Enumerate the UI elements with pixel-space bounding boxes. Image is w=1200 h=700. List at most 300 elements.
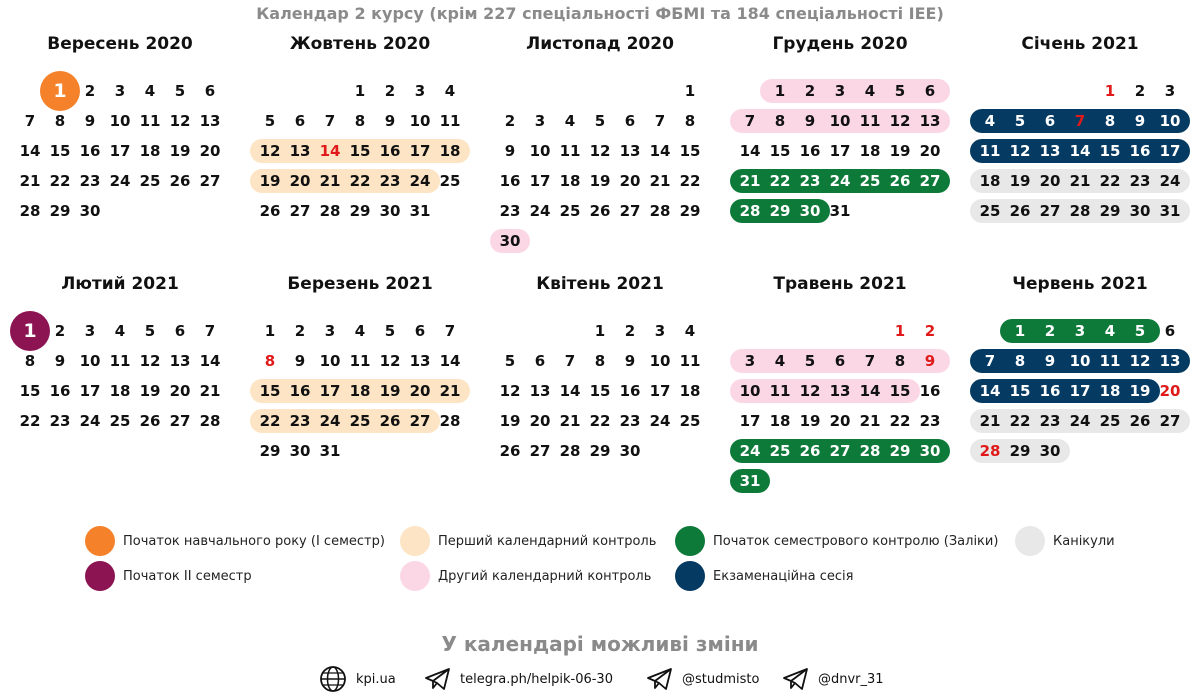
day-cell: 5 (384, 322, 396, 340)
day-cell: 22 (49, 172, 71, 190)
day-cell: 8 (354, 112, 366, 130)
day-cell: 18 (349, 382, 371, 400)
day-cell: 4 (114, 322, 126, 340)
day-cell: 4 (444, 82, 456, 100)
day-cell: 28 (649, 202, 671, 220)
day-cell: 1 (894, 322, 906, 340)
day-cell: 27 (919, 172, 941, 190)
day-cell: 26 (259, 202, 281, 220)
day-cell: 7 (744, 112, 756, 130)
day-cell: 8 (684, 112, 696, 130)
day-cell: 16 (1039, 382, 1061, 400)
day-cell: 15 (259, 382, 281, 400)
legend-item-start-sem2 (85, 561, 252, 591)
day-cell: 16 (79, 142, 101, 160)
month-title: Червень 2021 (1012, 274, 1148, 294)
day-cell: 12 (1129, 352, 1151, 370)
day-cell: 27 (1159, 412, 1181, 430)
day-cell: 16 (289, 382, 311, 400)
day-cell: 6 (294, 112, 306, 130)
day-cell: 5 (264, 112, 276, 130)
day-cell: 15 (49, 142, 71, 160)
globe-icon (318, 664, 348, 694)
day-cell: 5 (1134, 322, 1146, 340)
day-cell: 5 (504, 352, 516, 370)
day-cell: 8 (54, 112, 66, 130)
day-cell: 17 (529, 172, 551, 190)
day-cell: 31 (739, 472, 761, 490)
day-cell: 12 (1009, 142, 1031, 160)
day-cell: 26 (1009, 202, 1031, 220)
day-cell: 16 (1129, 142, 1151, 160)
day-cell: 18 (109, 382, 131, 400)
day-cell: 20 (1039, 172, 1061, 190)
day-cell: 10 (829, 112, 851, 130)
day-cell: 15 (1009, 382, 1031, 400)
day-cell: 29 (49, 202, 71, 220)
day-cell: 21 (439, 382, 461, 400)
day-cell: 15 (889, 382, 911, 400)
day-cell: 22 (1099, 172, 1121, 190)
day-cell: 3 (654, 322, 666, 340)
day-cell: 6 (174, 322, 186, 340)
day-cell: 20 (1159, 382, 1181, 400)
day-cell: 26 (799, 442, 821, 460)
telegram-icon (424, 666, 452, 692)
day-cell: 7 (564, 352, 576, 370)
day-cell: 29 (769, 202, 791, 220)
day-cell: 19 (1129, 382, 1151, 400)
month-title: Вересень 2020 (47, 34, 193, 54)
day-cell: 31 (319, 442, 341, 460)
day-cell: 7 (204, 322, 216, 340)
day-cell: 18 (139, 142, 161, 160)
day-cell: 2 (294, 322, 306, 340)
legend-swatch (400, 526, 430, 556)
day-cell: 29 (1009, 442, 1031, 460)
day-cell: 30 (1129, 202, 1151, 220)
day-cell: 28 (199, 412, 221, 430)
day-cell: 8 (1014, 352, 1026, 370)
day-cell: 16 (919, 382, 941, 400)
day-cell: 29 (679, 202, 701, 220)
day-cell: 8 (1104, 112, 1116, 130)
day-cell: 31 (409, 202, 431, 220)
day-cell: 4 (564, 112, 576, 130)
day-cell: 4 (144, 82, 156, 100)
day-cell: 4 (984, 112, 996, 130)
day-cell: 1 (594, 322, 606, 340)
day-cell: 15 (679, 142, 701, 160)
day-cell: 11 (859, 112, 881, 130)
legend-label: Канікули (1053, 533, 1115, 549)
day-cell: 8 (894, 352, 906, 370)
day-cell: 22 (769, 172, 791, 190)
day-cell: 9 (384, 112, 396, 130)
day-cell: 6 (414, 322, 426, 340)
day-cell: 26 (169, 172, 191, 190)
day-cell: 24 (829, 172, 851, 190)
day-cell: 10 (649, 352, 671, 370)
day-cell: 2 (84, 82, 96, 100)
day-cell: 12 (259, 142, 281, 160)
day-cell: 3 (114, 82, 126, 100)
day-cell: 17 (1069, 382, 1091, 400)
day-cell: 28 (979, 442, 1001, 460)
day-cell: 14 (739, 142, 761, 160)
day-cell: 9 (1134, 112, 1146, 130)
day-cell: 16 (799, 142, 821, 160)
day-cell: 12 (169, 112, 191, 130)
day-cell: 21 (649, 172, 671, 190)
day-cell: 15 (769, 142, 791, 160)
day-cell: 17 (319, 382, 341, 400)
day-cell: 8 (24, 352, 36, 370)
day-cell: 11 (139, 112, 161, 130)
day-cell: 23 (619, 412, 641, 430)
day-cell: 25 (439, 172, 461, 190)
day-cell: 17 (79, 382, 101, 400)
day-cell: 20 (529, 412, 551, 430)
day-cell: 25 (109, 412, 131, 430)
day-cell: 21 (319, 172, 341, 190)
contact-website[interactable] (318, 665, 396, 693)
day-cell: 28 (439, 412, 461, 430)
day-cell: 15 (349, 142, 371, 160)
day-cell: 10 (529, 142, 551, 160)
day-cell: 7 (324, 112, 336, 130)
legend-swatch (85, 526, 115, 556)
day-cell: 22 (679, 172, 701, 190)
day-cell: 20 (619, 172, 641, 190)
day-cell: 19 (139, 382, 161, 400)
day-cell: 5 (174, 82, 186, 100)
month-title: Жовтень 2020 (289, 34, 431, 54)
day-cell: 15 (19, 382, 41, 400)
day-cell: 13 (529, 382, 551, 400)
day-cell: 25 (979, 202, 1001, 220)
day-cell: 11 (109, 352, 131, 370)
day-cell: 29 (259, 442, 281, 460)
day-cell: 9 (1044, 352, 1056, 370)
day-cell: 10 (739, 382, 761, 400)
day-cell: 10 (319, 352, 341, 370)
legend-item-start-year (85, 526, 385, 556)
day-cell: 18 (1099, 382, 1121, 400)
month-title: Травень 2021 (773, 274, 907, 294)
day-cell: 8 (594, 352, 606, 370)
legend-item-credit-control (675, 526, 998, 556)
day-cell: 3 (84, 322, 96, 340)
day-cell: 27 (619, 202, 641, 220)
day-cell: 18 (439, 142, 461, 160)
day-cell: 3 (744, 352, 756, 370)
day-cell: 1 (264, 322, 276, 340)
day-cell: 12 (799, 382, 821, 400)
day-cell: 18 (769, 412, 791, 430)
day-cell: 17 (409, 142, 431, 160)
day-cell: 11 (439, 112, 461, 130)
day-cell: 22 (19, 412, 41, 430)
legend-swatch (400, 561, 430, 591)
month-title: Квітень 2021 (536, 274, 664, 294)
day-cell: 14 (199, 352, 221, 370)
day-cell: 11 (1099, 352, 1121, 370)
day-cell: 26 (499, 442, 521, 460)
contact-text: @dnvr_31 (818, 671, 884, 687)
day-cell: 6 (204, 82, 216, 100)
day-cell: 7 (654, 112, 666, 130)
day-cell: 13 (169, 352, 191, 370)
day-cell: 1 (774, 82, 786, 100)
day-cell: 20 (409, 382, 431, 400)
day-cell: 30 (919, 442, 941, 460)
day-cell: 19 (1009, 172, 1031, 190)
day-cell: 1 (1014, 322, 1026, 340)
day-cell: 25 (1099, 412, 1121, 430)
day-cell: 5 (594, 112, 606, 130)
day-cell: 27 (1039, 202, 1061, 220)
day-cell: 14 (319, 142, 341, 160)
day-cell: 12 (379, 352, 401, 370)
day-cell: 13 (1159, 352, 1181, 370)
day-cell: 14 (1069, 142, 1091, 160)
day-cell: 10 (409, 112, 431, 130)
day-cell: 20 (829, 412, 851, 430)
day-cell: 1 (1104, 82, 1116, 100)
day-cell: 13 (409, 352, 431, 370)
day-cell: 7 (444, 322, 456, 340)
day-cell: 12 (139, 352, 161, 370)
day-cell: 10 (1159, 112, 1181, 130)
legend-label: Екзаменаційна сесія (713, 568, 854, 584)
day-cell: 1 (684, 82, 696, 100)
day-cell: 6 (1044, 112, 1056, 130)
legend-swatch (1015, 526, 1045, 556)
legend-swatch (675, 561, 705, 591)
day-cell: 24 (409, 172, 431, 190)
day-cell: 7 (864, 352, 876, 370)
legend-label: Перший календарний контроль (438, 533, 657, 549)
day-cell: 6 (1164, 322, 1176, 340)
day-cell: 25 (859, 172, 881, 190)
day-cell: 20 (919, 142, 941, 160)
day-cell: 25 (139, 172, 161, 190)
day-cell: 26 (139, 412, 161, 430)
day-cell: 11 (349, 352, 371, 370)
day-cell: 28 (1069, 202, 1091, 220)
day-cell: 29 (1099, 202, 1121, 220)
day-cell: 26 (1129, 412, 1151, 430)
day-cell: 19 (799, 412, 821, 430)
legend-swatch (85, 561, 115, 591)
page-title: Календар 2 курсу (крім 227 спеціальності ФБМІ та 184 спеціальності ІЕЕ) (256, 4, 944, 23)
day-cell: 2 (804, 82, 816, 100)
legend-item-exam-session (675, 561, 853, 591)
day-cell: 2 (504, 112, 516, 130)
day-cell: 10 (109, 112, 131, 130)
day-cell: 17 (649, 382, 671, 400)
month-title: Січень 2021 (1021, 34, 1139, 54)
day-cell: 18 (559, 172, 581, 190)
day-cell: 14 (979, 382, 1001, 400)
day-cell: 27 (529, 442, 551, 460)
day-cell: 21 (859, 412, 881, 430)
day-cell: 23 (799, 172, 821, 190)
day-cell: 7 (984, 352, 996, 370)
day-cell: 26 (379, 412, 401, 430)
day-cell: 12 (889, 112, 911, 130)
day-cell: 19 (589, 172, 611, 190)
day-cell: 12 (589, 142, 611, 160)
day-cell: 23 (1129, 172, 1151, 190)
day-cell: 16 (499, 172, 521, 190)
day-cell: 3 (1164, 82, 1176, 100)
day-cell: 22 (889, 412, 911, 430)
contact-text: kpi.ua (356, 671, 396, 687)
day-cell: 13 (1039, 142, 1061, 160)
day-cell: 30 (499, 232, 521, 250)
day-cell: 4 (684, 322, 696, 340)
day-cell: 27 (289, 202, 311, 220)
day-cell: 9 (924, 352, 936, 370)
day-cell: 4 (864, 82, 876, 100)
contact-text: @studmisto (682, 671, 760, 687)
day-cell: 14 (439, 352, 461, 370)
day-cell: 21 (979, 412, 1001, 430)
day-cell: 2 (384, 82, 396, 100)
day-cell: 21 (199, 382, 221, 400)
day-cell: 11 (679, 352, 701, 370)
day-cell: 13 (289, 142, 311, 160)
day-cell: 28 (859, 442, 881, 460)
day-cell: 10 (1069, 352, 1091, 370)
day-cell: 23 (379, 172, 401, 190)
day-cell: 11 (559, 142, 581, 160)
day-cell: 4 (354, 322, 366, 340)
day-cell: 25 (559, 202, 581, 220)
day-cell: 30 (79, 202, 101, 220)
month-title: Лютий 2021 (61, 274, 179, 294)
day-cell: 2 (1044, 322, 1056, 340)
day-cell: 11 (769, 382, 791, 400)
day-cell: 30 (1039, 442, 1061, 460)
day-cell: 1 (53, 80, 67, 102)
day-cell: 3 (834, 82, 846, 100)
day-cell: 9 (294, 352, 306, 370)
day-cell: 8 (774, 112, 786, 130)
day-cell: 17 (739, 412, 761, 430)
legend-item-holidays (1015, 526, 1115, 556)
day-cell: 14 (19, 142, 41, 160)
day-cell: 22 (259, 412, 281, 430)
day-cell: 23 (79, 172, 101, 190)
day-cell: 17 (109, 142, 131, 160)
day-cell: 24 (739, 442, 761, 460)
month-title: Листопад 2020 (526, 34, 674, 54)
day-cell: 13 (199, 112, 221, 130)
month-title: Грудень 2020 (772, 34, 908, 54)
day-cell: 3 (1074, 322, 1086, 340)
day-cell: 24 (109, 172, 131, 190)
legend-swatch (675, 526, 705, 556)
day-cell: 18 (679, 382, 701, 400)
day-cell: 2 (1134, 82, 1146, 100)
day-cell: 16 (379, 142, 401, 160)
day-cell: 19 (379, 382, 401, 400)
day-cell: 5 (1014, 112, 1026, 130)
day-cell: 31 (829, 202, 851, 220)
day-cell: 28 (319, 202, 341, 220)
day-cell: 16 (49, 382, 71, 400)
contact-dnvr[interactable] (782, 665, 884, 693)
day-cell: 5 (894, 82, 906, 100)
day-cell: 12 (499, 382, 521, 400)
day-cell: 24 (319, 412, 341, 430)
day-cell: 20 (199, 142, 221, 160)
day-cell: 31 (1159, 202, 1181, 220)
day-cell: 21 (19, 172, 41, 190)
day-cell: 13 (829, 382, 851, 400)
day-cell: 24 (649, 412, 671, 430)
day-cell: 24 (79, 412, 101, 430)
day-cell: 23 (919, 412, 941, 430)
day-cell: 27 (199, 172, 221, 190)
day-cell: 17 (829, 142, 851, 160)
contact-studmisto[interactable] (646, 665, 759, 693)
day-cell: 7 (24, 112, 36, 130)
day-cell: 6 (834, 352, 846, 370)
day-cell: 2 (924, 322, 936, 340)
day-cell: 20 (289, 172, 311, 190)
day-cell: 9 (54, 352, 66, 370)
day-cell: 18 (979, 172, 1001, 190)
day-cell: 27 (829, 442, 851, 460)
day-cell: 22 (349, 172, 371, 190)
day-cell: 23 (289, 412, 311, 430)
day-cell: 4 (774, 352, 786, 370)
day-cell: 30 (379, 202, 401, 220)
day-cell: 19 (169, 142, 191, 160)
day-cell: 21 (739, 172, 761, 190)
day-cell: 28 (739, 202, 761, 220)
day-cell: 23 (499, 202, 521, 220)
legend-label: Другий календарний контроль (438, 568, 652, 584)
day-cell: 9 (504, 142, 516, 160)
day-cell: 29 (589, 442, 611, 460)
day-cell: 25 (349, 412, 371, 430)
legend-label: Початок навчального року (І семестр) (123, 533, 385, 549)
day-cell: 24 (1159, 172, 1181, 190)
day-cell: 11 (979, 142, 1001, 160)
day-cell: 28 (559, 442, 581, 460)
day-cell: 29 (349, 202, 371, 220)
contact-telegraph[interactable] (424, 665, 613, 693)
legend-item-first-control (400, 526, 656, 556)
day-cell: 24 (529, 202, 551, 220)
day-cell: 25 (679, 412, 701, 430)
legend-label: Початок семестрового контролю (Заліки) (713, 533, 999, 549)
day-cell: 4 (1104, 322, 1116, 340)
day-cell: 26 (589, 202, 611, 220)
day-cell: 27 (169, 412, 191, 430)
day-cell: 19 (499, 412, 521, 430)
day-cell: 6 (924, 82, 936, 100)
day-cell: 30 (619, 442, 641, 460)
day-cell: 24 (1069, 412, 1091, 430)
day-cell: 30 (799, 202, 821, 220)
day-cell: 25 (769, 442, 791, 460)
